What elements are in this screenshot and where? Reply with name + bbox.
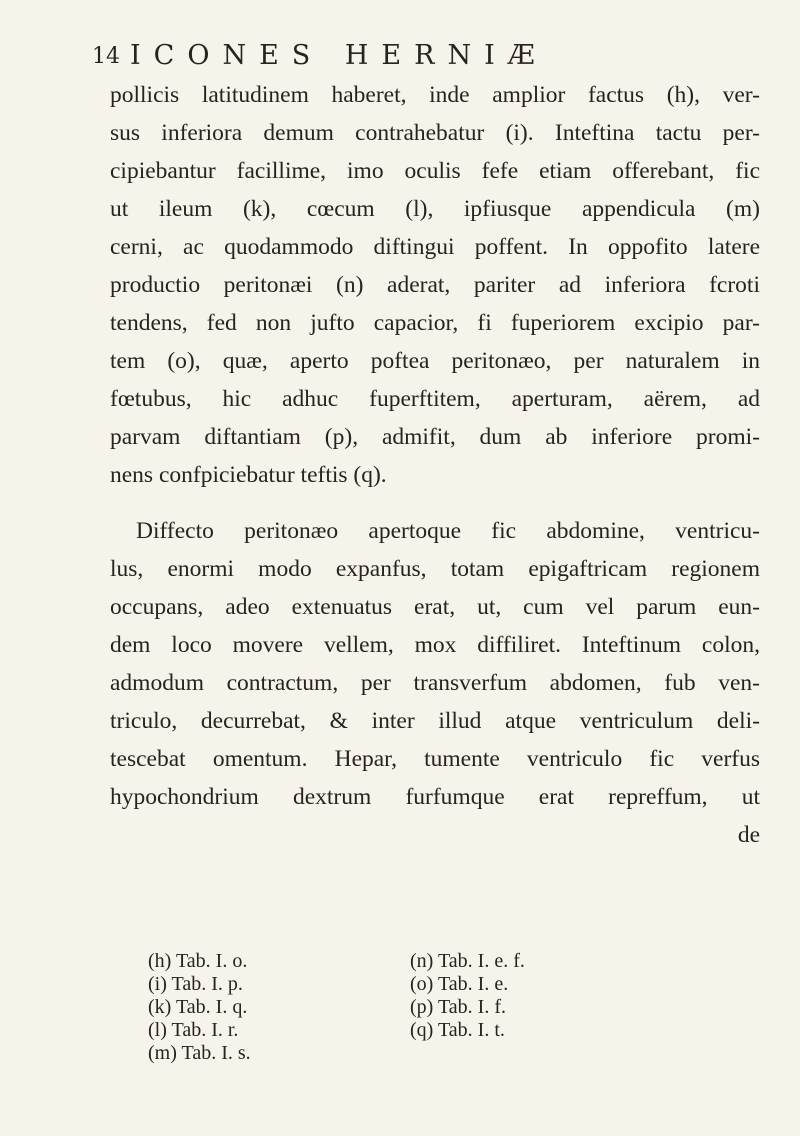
text-line: lus, enormi modo expanfus, totam epigaftricam regionem — [110, 556, 760, 582]
text-line: parvam diftantiam (p), admifit, dum ab inferiore promi- — [110, 424, 760, 450]
text-line: productio peritonæi (n) aderat, pariter ad inferiora fcroti — [110, 272, 760, 298]
text-line: sus inferiora demum contrahebatur (i). Inteftina tactu per- — [110, 120, 760, 146]
text-line: pollicis latitudinem haberet, inde amplior factus (h), ver- — [110, 82, 760, 108]
footnote: (o) Tab. I. e. — [410, 973, 509, 995]
text-line: cipiebantur facillime, imo oculis fefe etiam offerebant, fic — [110, 158, 760, 184]
footnote: (h) Tab. I. o. — [148, 950, 248, 972]
text-line: ut ileum (k), cœcum (l), ipfiusque appendicula (m) — [110, 196, 760, 222]
page-number: 14 — [92, 44, 120, 69]
text-line: admodum contractum, per transverfum abdomen, fub ven- — [110, 670, 760, 696]
text-line: Diffecto peritonæo apertoque fic abdomine, ventricu- — [136, 518, 760, 544]
catchword: de — [737, 822, 760, 848]
footnote: (p) Tab. I. f. — [410, 996, 506, 1018]
text-line: nens confpiciebatur teftis (q). — [110, 462, 387, 488]
footnote: (k) Tab. I. q. — [148, 996, 248, 1018]
text-line: fœtubus, hic adhuc fuperftitem, aperturam, aërem, ad — [110, 386, 760, 412]
text-line: triculo, decurrebat, & inter illud atque ventriculum deli- — [110, 708, 760, 734]
footnote: (m) Tab. I. s. — [148, 1042, 251, 1064]
text-line: hypochondrium dextrum furfumque erat repreffum, ut — [110, 784, 760, 810]
text-line: dem loco movere vellem, mox diffiliret. Inteftinum colon, — [110, 632, 760, 658]
paragraph-gap — [110, 494, 760, 512]
footnote: (l) Tab. I. r. — [148, 1019, 239, 1041]
text-line: tendens, fed non jufto capacior, fi fuperiorem excipio par- — [110, 310, 760, 336]
text-line: cerni, ac quodammodo diftingui poffent. In oppofito latere — [110, 234, 760, 260]
running-title: ICONES HERNIÆ — [130, 40, 548, 71]
page-header — [92, 12, 758, 71]
footnotes-right-column — [410, 950, 525, 1042]
footnotes-left-column — [148, 950, 251, 1065]
footnote: (q) Tab. I. t. — [410, 1019, 505, 1041]
text-line: occupans, adeo extenuatus erat, ut, cum vel parum eun- — [110, 594, 760, 620]
text-line: tescebat omentum. Hepar, tumente ventriculo fic verfus — [110, 746, 760, 772]
text-line: tem (o), quæ, aperto poftea peritonæo, per naturalem in — [110, 348, 760, 374]
footnote: (n) Tab. I. e. f. — [410, 950, 525, 972]
body-text — [110, 76, 760, 854]
footnote: (i) Tab. I. p. — [148, 973, 243, 995]
